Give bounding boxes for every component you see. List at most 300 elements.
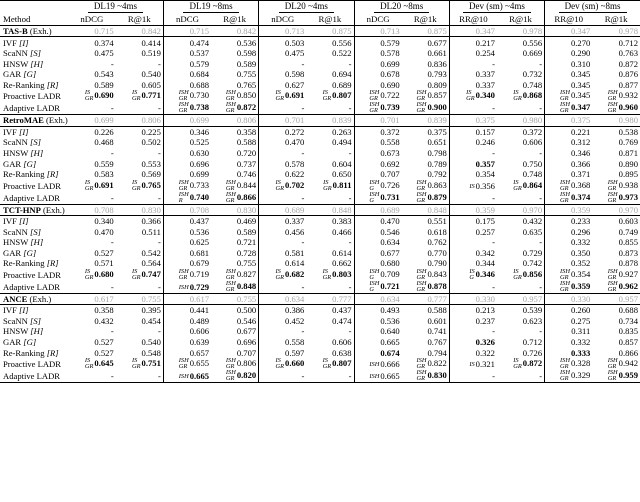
metric-value: 0.296 (570, 226, 591, 237)
value-cell (545, 148, 593, 159)
value-cell (354, 148, 402, 159)
value-cell (116, 59, 164, 70)
significance-tag (560, 180, 570, 192)
metric-value: 0.789 (427, 158, 447, 169)
value-cell (163, 80, 211, 91)
metric-value: 0.622 (285, 169, 305, 180)
value-cell (259, 102, 307, 115)
value-cell (259, 326, 307, 337)
metric-value: - (110, 192, 114, 203)
significance-tag (417, 90, 427, 102)
significance-tag (369, 374, 379, 380)
value-cell (402, 102, 450, 115)
value-cell (402, 316, 450, 327)
table-row (0, 215, 640, 226)
metric-value: 0.470 (285, 137, 305, 148)
value-cell (354, 337, 402, 348)
value-cell (449, 258, 497, 269)
method-cell (0, 347, 68, 358)
value-cell (402, 69, 450, 80)
value-cell (592, 169, 640, 180)
significance-marker: ISH (225, 358, 236, 365)
value-cell (545, 370, 593, 383)
method-symbol: [H] (30, 326, 44, 337)
metric-value: - (301, 192, 305, 203)
significance-marker: G (369, 196, 374, 204)
significance-marker: ISH (225, 268, 236, 275)
value-cell (163, 248, 211, 259)
value-cell (116, 102, 164, 115)
value-cell (354, 215, 402, 226)
metric-value: 0.850 (236, 90, 257, 101)
value-cell (497, 192, 545, 205)
metric-value: 0.358 (236, 126, 257, 137)
significance-marker: GR (416, 95, 426, 103)
method-symbol: [I] (19, 216, 29, 227)
value-cell (545, 337, 593, 348)
value-cell (116, 226, 164, 237)
metric-value: 0.688 (189, 79, 210, 90)
metric-value: 0.581 (285, 247, 305, 258)
method-cell (0, 370, 68, 383)
value-cell (306, 337, 354, 348)
value-cell (163, 169, 211, 180)
metric-value: 0.650 (332, 169, 352, 180)
significance-marker: GR (560, 184, 569, 192)
subcol-header: R@1k (306, 13, 354, 26)
significance-marker: GR (416, 375, 426, 383)
metric-value: - (348, 281, 352, 292)
value-cell (497, 126, 545, 137)
value-cell (68, 248, 116, 259)
significance-tag (179, 90, 189, 102)
table-row (0, 180, 640, 192)
value-cell (497, 59, 545, 70)
method-label: IVF (3, 216, 19, 227)
metric-value: 0.895 (618, 169, 638, 180)
method-label: GAR (3, 158, 24, 169)
metric-value: 0.337 (475, 79, 495, 90)
metric-value: 0.437 (189, 216, 210, 227)
metric-value: 0.326 (475, 337, 495, 348)
metric-value: 0.578 (285, 158, 305, 169)
significance-tag (226, 281, 236, 293)
metric-value: 0.973 (618, 191, 638, 202)
significance-marker: ISH (607, 280, 618, 287)
exhaustive-value: 0.978 (497, 26, 545, 37)
metric-value: 0.569 (141, 169, 161, 180)
value-cell (592, 226, 640, 237)
subcol-header: R@1k (497, 13, 545, 26)
value-cell (259, 69, 307, 80)
value-cell (211, 137, 259, 148)
value-cell (545, 316, 593, 327)
value-cell (402, 347, 450, 358)
metric-value: 0.606 (522, 137, 543, 148)
significance-marker: IS (469, 268, 475, 275)
metric-value: 0.598 (285, 69, 305, 80)
value-cell (163, 126, 211, 137)
metric-value: 0.750 (522, 158, 543, 169)
metric-value: - (348, 58, 352, 69)
exhaustive-value: 0.359 (449, 204, 497, 215)
metric-value: - (539, 281, 543, 292)
metric-value: - (539, 192, 543, 203)
metric-value: 0.732 (522, 69, 543, 80)
significance-tag (323, 180, 332, 192)
metric-value: 0.932 (618, 90, 638, 101)
metric-value: 0.712 (618, 37, 638, 48)
metric-value: 0.681 (189, 247, 210, 258)
value-cell (306, 90, 354, 102)
exhaustive-value: 0.777 (306, 293, 354, 304)
significance-marker: IS (513, 179, 519, 186)
value-cell (402, 169, 450, 180)
method-cell (0, 158, 68, 169)
significance-marker: ISH (369, 361, 380, 369)
value-cell (592, 48, 640, 59)
significance-tag (560, 269, 570, 281)
significance-tag (417, 102, 427, 114)
value-cell (68, 137, 116, 148)
metric-value: 0.798 (427, 148, 447, 159)
table-row (0, 90, 640, 102)
significance-tag (179, 374, 189, 380)
metric-value: 0.749 (618, 226, 638, 237)
metric-value: 0.793 (427, 69, 447, 80)
significance-tag (469, 184, 474, 190)
significance-marker: IS (275, 179, 281, 186)
exhaustive-value: 0.708 (68, 204, 116, 215)
metric-value: - (158, 148, 161, 159)
metric-value: 0.260 (570, 305, 591, 316)
metric-value: 0.625 (189, 237, 210, 248)
significance-tag (85, 180, 94, 192)
metric-value: 0.719 (189, 268, 210, 279)
significance-marker: ISH (560, 102, 570, 109)
metric-value: - (492, 326, 495, 337)
metric-value: 0.470 (94, 226, 114, 237)
significance-marker: ISH (560, 370, 570, 377)
metric-value: 0.878 (427, 280, 447, 291)
value-cell (211, 248, 259, 259)
value-cell (116, 258, 164, 269)
significance-marker: GR (369, 107, 378, 115)
metric-value: 0.729 (522, 247, 543, 258)
metric-value: 0.588 (236, 137, 257, 148)
value-cell (545, 90, 593, 102)
metric-value: 0.522 (332, 48, 352, 59)
metric-value: - (492, 281, 495, 292)
metric-value: 0.614 (332, 247, 352, 258)
value-cell (354, 358, 402, 370)
method-header: Method (0, 13, 68, 26)
subcol-header: nDCG (354, 13, 402, 26)
value-cell (116, 137, 164, 148)
value-cell (163, 326, 211, 337)
value-cell (449, 316, 497, 327)
value-cell (354, 90, 402, 102)
value-cell (592, 215, 640, 226)
value-cell (211, 215, 259, 226)
metric-value: 0.511 (141, 226, 161, 237)
method-cell (0, 48, 68, 59)
metric-value: 0.856 (522, 268, 543, 279)
value-cell (68, 269, 116, 281)
metric-value: 0.538 (618, 126, 638, 137)
significance-tag (608, 180, 618, 192)
metric-value: 0.872 (522, 358, 543, 369)
value-cell (449, 337, 497, 348)
metric-value: - (158, 103, 161, 114)
metric-value: 0.329 (570, 370, 591, 381)
significance-tag (369, 90, 379, 102)
group-header: DL20 ~4ms (259, 1, 354, 13)
value-cell (306, 347, 354, 358)
value-cell (449, 59, 497, 70)
value-cell (211, 59, 259, 70)
value-cell (449, 102, 497, 115)
significance-tag (226, 180, 236, 192)
metric-value: 0.740 (189, 191, 210, 202)
metric-value: 0.346 (475, 268, 495, 279)
value-cell (68, 226, 116, 237)
method-label: Re-Ranking (3, 79, 47, 90)
table-row (0, 148, 640, 159)
value-cell (259, 59, 307, 70)
value-cell (116, 248, 164, 259)
model-name: RetroMAE (3, 115, 44, 126)
metric-value: - (158, 237, 161, 248)
value-cell (449, 192, 497, 205)
value-cell (259, 90, 307, 102)
metric-value: 0.542 (141, 247, 161, 258)
significance-tag (513, 269, 522, 281)
method-label: IVF (3, 126, 19, 137)
significance-marker: GR (560, 107, 569, 115)
significance-marker: IS (322, 90, 328, 97)
metric-value: 0.728 (236, 247, 257, 258)
significance-marker: ISH (560, 268, 570, 275)
significance-marker: ISH (369, 373, 380, 381)
metric-value: 0.755 (236, 69, 257, 80)
method-label: Re-Ranking (3, 258, 47, 269)
significance-marker: IS (323, 179, 329, 186)
value-cell (354, 69, 402, 80)
metric-value: 0.890 (618, 158, 638, 169)
value-cell (68, 48, 116, 59)
metric-value: - (301, 326, 305, 337)
metric-value: 0.175 (475, 216, 495, 227)
significance-marker: GR (178, 95, 188, 103)
metric-value: - (110, 281, 114, 292)
exhaustive-row (0, 204, 640, 215)
exhaustive-value: 0.713 (354, 26, 402, 37)
significance-marker: GR (560, 273, 569, 281)
value-cell (402, 37, 450, 48)
subcol-header: R@1k (592, 13, 640, 26)
value-cell (592, 102, 640, 115)
metric-value: 0.746 (236, 169, 257, 180)
value-cell (116, 370, 164, 383)
value-cell (497, 269, 545, 281)
significance-tag (469, 362, 474, 368)
value-cell (497, 137, 545, 148)
metric-value: 0.213 (475, 305, 495, 316)
significance-tag (369, 192, 379, 204)
value-cell (545, 347, 593, 358)
exhaustive-value: 0.330 (545, 293, 593, 304)
metric-value: 0.469 (236, 216, 257, 227)
metric-value: 0.270 (570, 37, 591, 48)
value-cell (592, 305, 640, 316)
significance-marker: GR (275, 184, 285, 192)
metric-value: 0.765 (236, 79, 257, 90)
metric-value: 0.962 (618, 280, 638, 291)
metric-value: 0.872 (618, 58, 638, 69)
value-cell (163, 137, 211, 148)
exhaustive-value: 0.755 (116, 293, 164, 304)
metric-value: 0.762 (427, 237, 447, 248)
metric-value: 0.588 (427, 305, 447, 316)
value-cell (545, 281, 593, 294)
value-cell (211, 370, 259, 383)
value-cell (497, 226, 545, 237)
value-cell (163, 347, 211, 358)
value-cell (402, 137, 450, 148)
value-cell (259, 126, 307, 137)
metric-value: 0.356 (475, 180, 495, 191)
model-name: TCT-HNP (3, 204, 41, 215)
significance-marker: GR (225, 107, 235, 115)
method-cell (0, 59, 68, 70)
method-cell (0, 281, 68, 294)
metric-value: - (158, 192, 161, 203)
metric-value: 0.589 (236, 226, 257, 237)
metric-value: 0.470 (380, 216, 400, 227)
significance-tag (608, 358, 618, 370)
metric-value: 0.807 (332, 90, 352, 101)
metric-value: 0.866 (236, 191, 257, 202)
significance-marker: ISH (369, 280, 380, 287)
metric-value: 0.755 (236, 258, 257, 269)
value-cell (592, 148, 640, 159)
metric-value: 0.604 (332, 158, 352, 169)
metric-value: 0.938 (618, 179, 638, 190)
value-cell (163, 226, 211, 237)
significance-marker: GR (607, 107, 617, 115)
value-cell (354, 126, 402, 137)
significance-tag (85, 269, 94, 281)
value-cell (259, 158, 307, 169)
metric-value: 0.857 (618, 337, 638, 348)
significance-tag (179, 269, 189, 281)
metric-value: 0.374 (570, 191, 591, 202)
significance-tag (132, 180, 141, 192)
significance-marker: ISH (369, 268, 380, 275)
metric-value: 0.589 (236, 58, 257, 69)
value-cell (592, 158, 640, 169)
value-cell (211, 337, 259, 348)
method-symbol: [G] (23, 337, 37, 348)
metric-value: 0.551 (427, 216, 447, 227)
metric-value: 0.864 (522, 179, 543, 190)
value-cell (449, 180, 497, 192)
significance-marker: ISH (607, 90, 618, 97)
significance-marker: ISH (369, 191, 380, 198)
value-cell (592, 69, 640, 80)
method-symbol: [S] (29, 137, 41, 148)
value-cell (545, 226, 593, 237)
significance-tag (323, 269, 332, 281)
method-symbol: [H] (30, 58, 44, 69)
table-row (0, 48, 640, 59)
value-cell (259, 337, 307, 348)
significance-marker: GR (560, 363, 569, 371)
group-header: DL19 ~4ms (68, 1, 163, 13)
metric-value: 0.332 (570, 237, 591, 248)
metric-value: 0.475 (285, 48, 305, 59)
metric-value: 0.638 (332, 347, 352, 358)
metric-value: 0.696 (236, 337, 257, 348)
value-cell (592, 180, 640, 192)
metric-value: 0.731 (380, 191, 400, 202)
significance-marker: IS (84, 90, 91, 97)
value-cell (449, 269, 497, 281)
significance-marker: GR (132, 95, 141, 103)
metric-value: - (492, 192, 495, 203)
significance-marker: GR (607, 363, 617, 371)
significance-marker: GR (225, 196, 235, 204)
model-name-cell (0, 26, 68, 37)
significance-marker: GR (607, 285, 617, 293)
exhaustive-value: 0.689 (354, 204, 402, 215)
metric-value: 0.345 (570, 69, 591, 80)
value-cell (306, 305, 354, 316)
value-cell (211, 126, 259, 137)
value-cell (592, 90, 640, 102)
method-cell (0, 37, 68, 48)
significance-tag (417, 269, 427, 281)
method-label: IVF (3, 305, 19, 316)
method-symbol: [I] (19, 37, 29, 48)
exhaustive-value: 0.978 (592, 26, 640, 37)
metric-value: 0.623 (522, 315, 543, 326)
significance-marker: ISH (416, 90, 427, 97)
metric-value: 0.527 (94, 337, 114, 348)
significance-marker: GR (225, 95, 235, 103)
metric-value: 0.678 (380, 69, 400, 80)
significance-marker: ISH (225, 179, 236, 186)
value-cell (68, 326, 116, 337)
significance-marker: GR (322, 95, 332, 103)
exhaustive-value: 0.347 (545, 26, 593, 37)
significance-tag (275, 269, 284, 281)
value-cell (545, 80, 593, 91)
metric-value: 0.537 (189, 48, 210, 59)
value-cell (449, 237, 497, 248)
table-row (0, 305, 640, 316)
table-row (0, 281, 640, 294)
significance-tag (275, 90, 284, 102)
significance-marker: G (369, 285, 374, 293)
method-cell (0, 326, 68, 337)
value-cell (449, 158, 497, 169)
value-cell (163, 370, 211, 383)
value-cell (306, 370, 354, 383)
value-cell (259, 248, 307, 259)
value-cell (68, 169, 116, 180)
